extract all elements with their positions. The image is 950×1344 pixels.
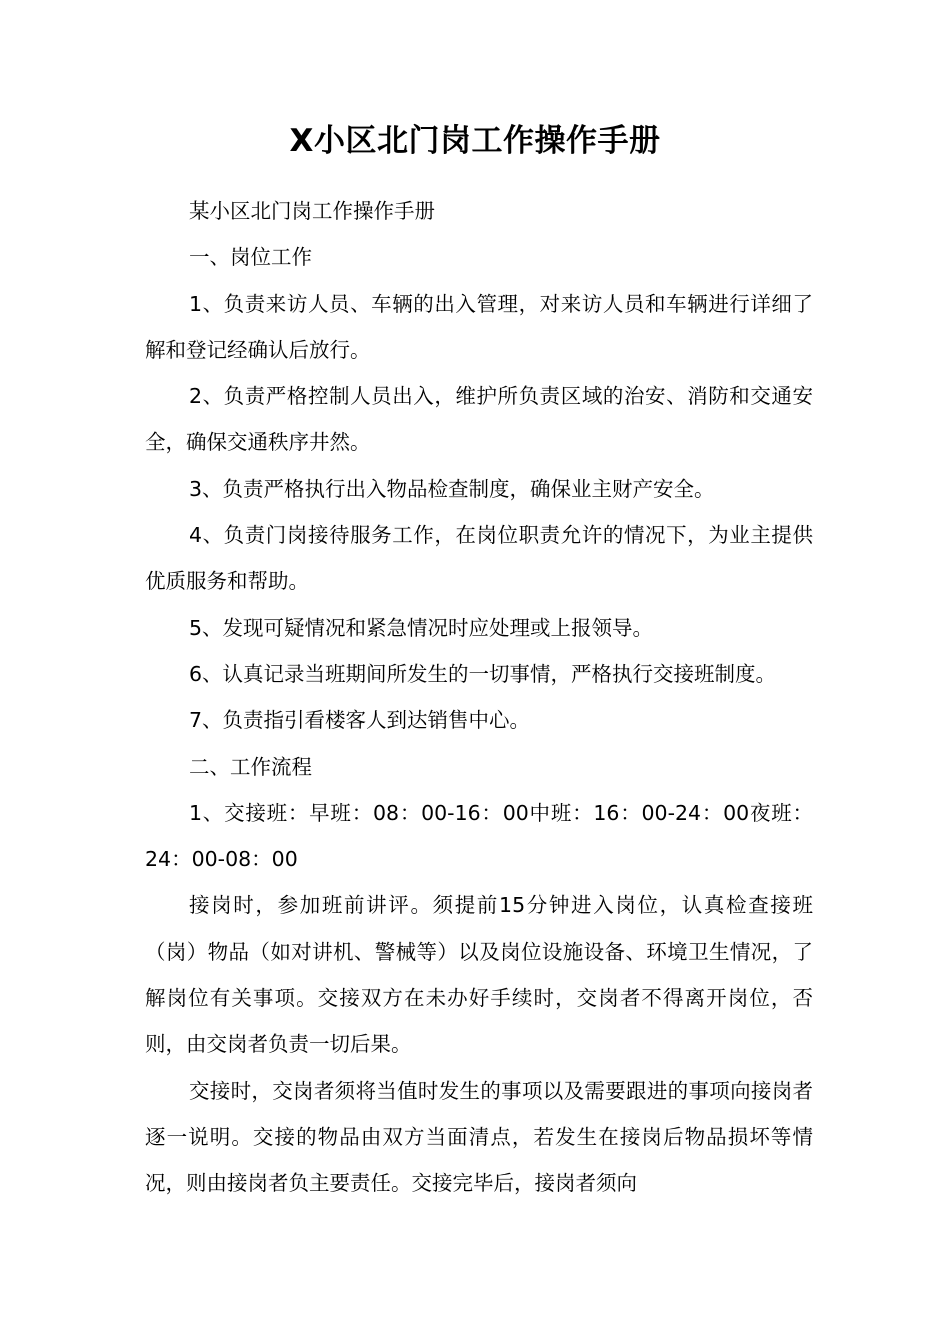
- workflow-item-1: 1、交接班：早班：08：00-16：00中班：16：00-24：00夜班：24：00-08：00: [145, 800, 813, 872]
- duty-item-4: 4、负责门岗接待服务工作，在岗位职责允许的情况下，为业主提供优质服务和帮助。: [145, 523, 813, 594]
- duty-item-3: 3、负责严格执行出入物品检查制度，确保业主财产安全。: [189, 476, 715, 501]
- paragraph-subtitle: 某小区北门岗工作操作手册: [189, 199, 435, 223]
- duty-item-5: 5、发现可疑情况和紧急情况时应处理或上报领导。: [189, 615, 654, 640]
- duty-item-1: 1、负责来访人员、车辆的出入管理，对来访人员和车辆进行详细了解和登记经确认后放行。: [145, 291, 813, 362]
- document-title: X小区北门岗工作操作手册: [289, 123, 661, 159]
- document-body: [145, 188, 813, 1207]
- duty-item-7: 7、负责指引看楼客人到达销售中心。: [189, 708, 531, 733]
- section-heading-workflow: 二、工作流程: [189, 754, 312, 779]
- section-heading-duties: 一、岗位工作: [189, 245, 312, 270]
- duty-item-2: 2、负责严格控制人员出入，维护所负责区域的治安、消防和交通安全，确保交通秩序井然。: [145, 384, 813, 455]
- duty-item-6: 6、认真记录当班期间所发生的一切事情，严格执行交接班制度。: [189, 661, 777, 686]
- paragraph-handover: 交接时，交岗者须将当值时发生的事项以及需要跟进的事项向接岗者逐一说明。交接的物品由双方当面清点，若发生在接岗后物品损坏等情况，则由接岗者负主要责任。交接完毕后，接岗者须向: [145, 1078, 813, 1196]
- paragraph-shift-takeover: 接岗时，参加班前讲评。须提前15分钟进入岗位，认真检查接班（岗）物品（如对讲机、警械等）以及岗位设施设备、环境卫生情况，了解岗位有关事项。交接双方在未办好手续时，交岗者不得离开岗位，否则，由交岗者负责一切后果。: [145, 893, 813, 1057]
